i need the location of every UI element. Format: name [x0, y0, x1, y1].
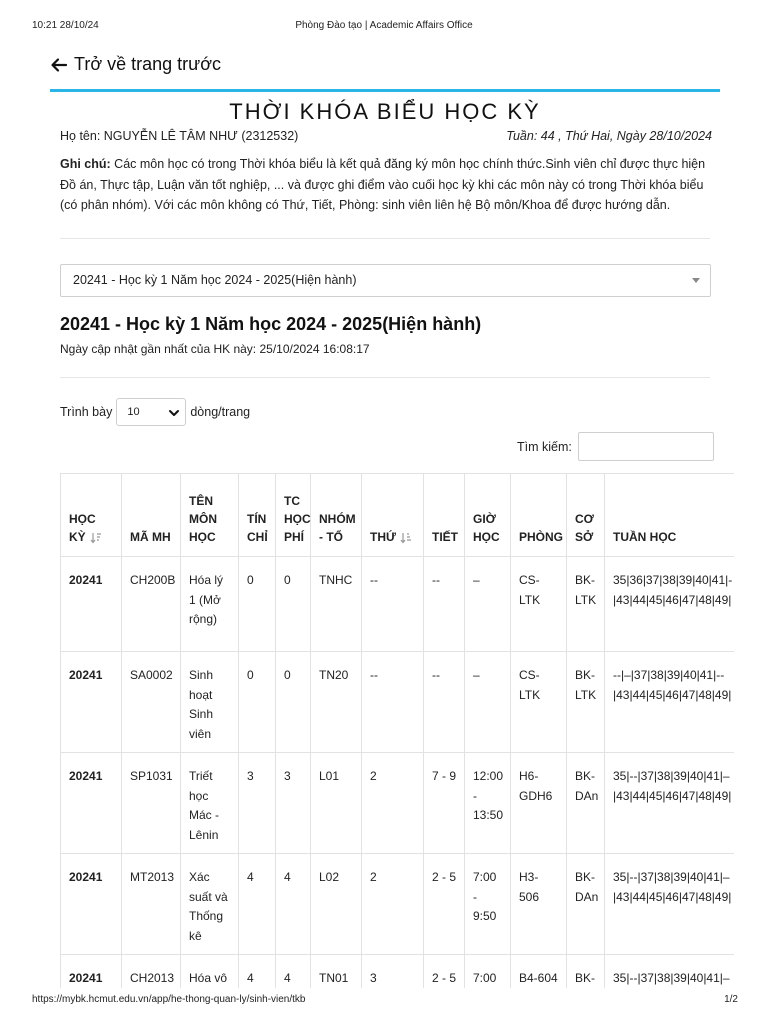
cell-hk: 20241: [61, 955, 122, 989]
cell-coso: BK-LTK: [567, 557, 605, 652]
col-header-label: THỨ: [370, 530, 396, 544]
table-header-row: [61, 474, 735, 557]
weeks-line: 35|--|37|38|39|40|41|–: [613, 870, 730, 884]
cell-nhom: L01: [311, 753, 362, 854]
cell-tuan: [605, 652, 735, 753]
cell-nhom: L02: [311, 854, 362, 955]
col-header-phong: PHÒNG: [511, 474, 567, 557]
cell-phong: H3-506: [511, 854, 567, 955]
sort-desc-icon: [90, 532, 102, 544]
note: [60, 154, 720, 216]
cell-gio: 7:00: [465, 955, 511, 989]
cell-tiet: --: [424, 557, 465, 652]
cell-nhom: TN20: [311, 652, 362, 753]
semester-select[interactable]: [60, 264, 711, 297]
cell-hk: 20241: [61, 854, 122, 955]
page-title: THỜI KHÓA BIỂU HỌC KỲ: [229, 99, 541, 124]
title-accent-bar: [50, 89, 720, 92]
cell-tuan: [605, 955, 735, 989]
semester-updated: Ngày cập nhật gần nhất của HK này: 25/10/2024 16:08:17: [60, 342, 370, 356]
cell-tiet: 2 - 5: [424, 955, 465, 989]
cell-tchp: 4: [276, 955, 311, 989]
col-header-coso: CƠ SỞ: [567, 474, 605, 557]
cell-tuan: [605, 753, 735, 854]
print-page-number: 1/2: [724, 994, 738, 1005]
note-text: Các môn học có trong Thời khóa biểu là kết quả đăng ký môn học chính thức.Sinh viên chỉ được thực hiện Đồ án, Thực tập, Luận văn tốt nghiệp, ... và được ghi điểm vào cuối học kỳ khi các môn này có trong Thời khóa biểu (có phân nhóm). Với các môn không có Thứ, Tiết, Phòng: sinh viên liên hệ Bộ môn/Khoa để được hướng dẫn.: [60, 157, 706, 212]
page-size-prefix: Trình bày: [60, 405, 113, 419]
cell-ten: Hóa lý 1 (Mở rộng): [181, 557, 239, 652]
semester-select-value: 20241 - Học kỳ 1 Năm học 2024 - 2025(Hiện hành): [73, 273, 357, 287]
cell-tiet: 2 - 5: [424, 854, 465, 955]
cell-tiet: 7 - 9: [424, 753, 465, 854]
search-row: [517, 432, 714, 461]
page-size-suffix: dòng/trang: [190, 405, 251, 419]
cell-nhom: TN01: [311, 955, 362, 989]
weeks-line: 35|36|37|38|39|40|41|-: [613, 573, 733, 587]
col-header-tiet: TIẾT: [424, 474, 465, 557]
current-week: Tuần: 44 , Thứ Hai, Ngày 28/10/2024: [506, 129, 712, 143]
weeks-line: 35|--|37|38|39|40|41|–: [613, 769, 730, 783]
cell-phong: H6-GDH6: [511, 753, 567, 854]
page-size-select[interactable]: [116, 398, 186, 426]
cell-hk: 20241: [61, 652, 122, 753]
cell-phong: CS-LTK: [511, 557, 567, 652]
print-footer: [0, 994, 768, 1008]
cell-thu: 2: [362, 854, 424, 955]
cell-tchp: 4: [276, 854, 311, 955]
cell-mamh: SA0002: [122, 652, 181, 753]
col-header-thu[interactable]: [362, 474, 424, 557]
cell-coso: BK-: [567, 955, 605, 989]
sort-asc-icon: [400, 532, 412, 544]
col-header-tc: TÍN CHỈ: [239, 474, 276, 557]
note-label: Ghi chú:: [60, 157, 111, 171]
cell-thu: --: [362, 557, 424, 652]
cell-gio: 7:00 - 9:50: [465, 854, 511, 955]
print-header: [0, 18, 768, 34]
search-label: Tìm kiếm:: [517, 439, 572, 454]
col-header-mamh: MÃ MH: [122, 474, 181, 557]
col-header-label: HỌC KỲ: [69, 512, 96, 544]
cell-mamh: SP1031: [122, 753, 181, 854]
cell-nhom: TNHC: [311, 557, 362, 652]
cell-mamh: CH2013: [122, 955, 181, 989]
cell-phong: CS-LTK: [511, 652, 567, 753]
timetable-table: [60, 473, 734, 988]
cell-coso: BK-DAn: [567, 854, 605, 955]
student-name: Họ tên: NGUYỄN LÊ TÂM NHƯ (2312532): [60, 129, 299, 143]
cell-mamh: MT2013: [122, 854, 181, 955]
cell-hk: 20241: [61, 557, 122, 652]
cell-mamh: CH200B: [122, 557, 181, 652]
col-header-gio: GIỜ HỌC: [465, 474, 511, 557]
weeks-line: |43|44|45|46|47|48|49|: [613, 687, 732, 702]
student-info: [60, 129, 712, 143]
print-page-title: Phòng Đào tạo | Academic Affairs Office: [295, 20, 473, 31]
weeks-line: |43|44|45|46|47|48|49|: [613, 592, 732, 607]
cell-tc: 0: [239, 557, 276, 652]
cell-tiet: --: [424, 652, 465, 753]
cell-ten: Hóa vô: [181, 955, 239, 989]
table-row: [61, 955, 735, 989]
cell-coso: BK-LTK: [567, 652, 605, 753]
weeks-line: 35|--|37|38|39|40|41|–: [613, 971, 730, 985]
table-row: [61, 652, 735, 753]
col-header-tuan: TUẦN HỌC: [605, 474, 735, 557]
cell-tc: 3: [239, 753, 276, 854]
page-size-value: 10: [127, 406, 140, 418]
cell-coso: BK-DAn: [567, 753, 605, 854]
caret-down-icon: [692, 278, 700, 283]
timetable: [60, 473, 734, 988]
cell-gio: 12:00 - 13:50: [465, 753, 511, 854]
print-url: https://mybk.hcmut.edu.vn/app/he-thong-quan-ly/sinh-vien/tkb: [32, 994, 306, 1005]
cell-tchp: 3: [276, 753, 311, 854]
table-row: [61, 854, 735, 955]
cell-tc: 0: [239, 652, 276, 753]
cell-ten: Sinh hoạt Sinh viên: [181, 652, 239, 753]
page-size-control: [60, 398, 250, 426]
cell-hk: 20241: [61, 753, 122, 854]
cell-gio: –: [465, 557, 511, 652]
weeks-line: |43|44|45|46|47|48|49|: [613, 889, 732, 904]
chevron-down-icon: [168, 407, 180, 419]
cell-tc: 4: [239, 854, 276, 955]
weeks-line: |43|44|45|46|47|48|49|: [613, 788, 732, 803]
col-header-ten: TÊN MÔN HỌC: [181, 474, 239, 557]
cell-gio: –: [465, 652, 511, 753]
cell-tuan: [605, 557, 735, 652]
weeks-line: --|–|37|38|39|40|41|--: [613, 668, 725, 682]
cell-ten: Xác suất và Thống kê: [181, 854, 239, 955]
divider: [60, 238, 710, 239]
back-link[interactable]: [50, 54, 221, 75]
cell-thu: 2: [362, 753, 424, 854]
cell-thu: 3: [362, 955, 424, 989]
cell-tc: 4: [239, 955, 276, 989]
cell-thu: --: [362, 652, 424, 753]
cell-tuan: [605, 854, 735, 955]
col-header-nhom: NHÓM - TỔ: [311, 474, 362, 557]
table-row: [61, 557, 735, 652]
search-input[interactable]: [578, 432, 714, 461]
print-datetime: 10:21 28/10/24: [32, 20, 99, 31]
col-header-tchp: TC HỌC PHÍ: [276, 474, 311, 557]
back-link-label: Trở về trang trước: [74, 54, 222, 74]
semester-heading: 20241 - Học kỳ 1 Năm học 2024 - 2025(Hiện hành): [60, 314, 482, 334]
col-header-hk[interactable]: [61, 474, 122, 557]
cell-tchp: 0: [276, 557, 311, 652]
table-row: [61, 753, 735, 854]
cell-tchp: 0: [276, 652, 311, 753]
divider: [60, 377, 710, 378]
cell-phong: B4-604: [511, 955, 567, 989]
arrow-left-icon: [50, 56, 68, 74]
cell-ten: Triết học Mác - Lênin: [181, 753, 239, 854]
